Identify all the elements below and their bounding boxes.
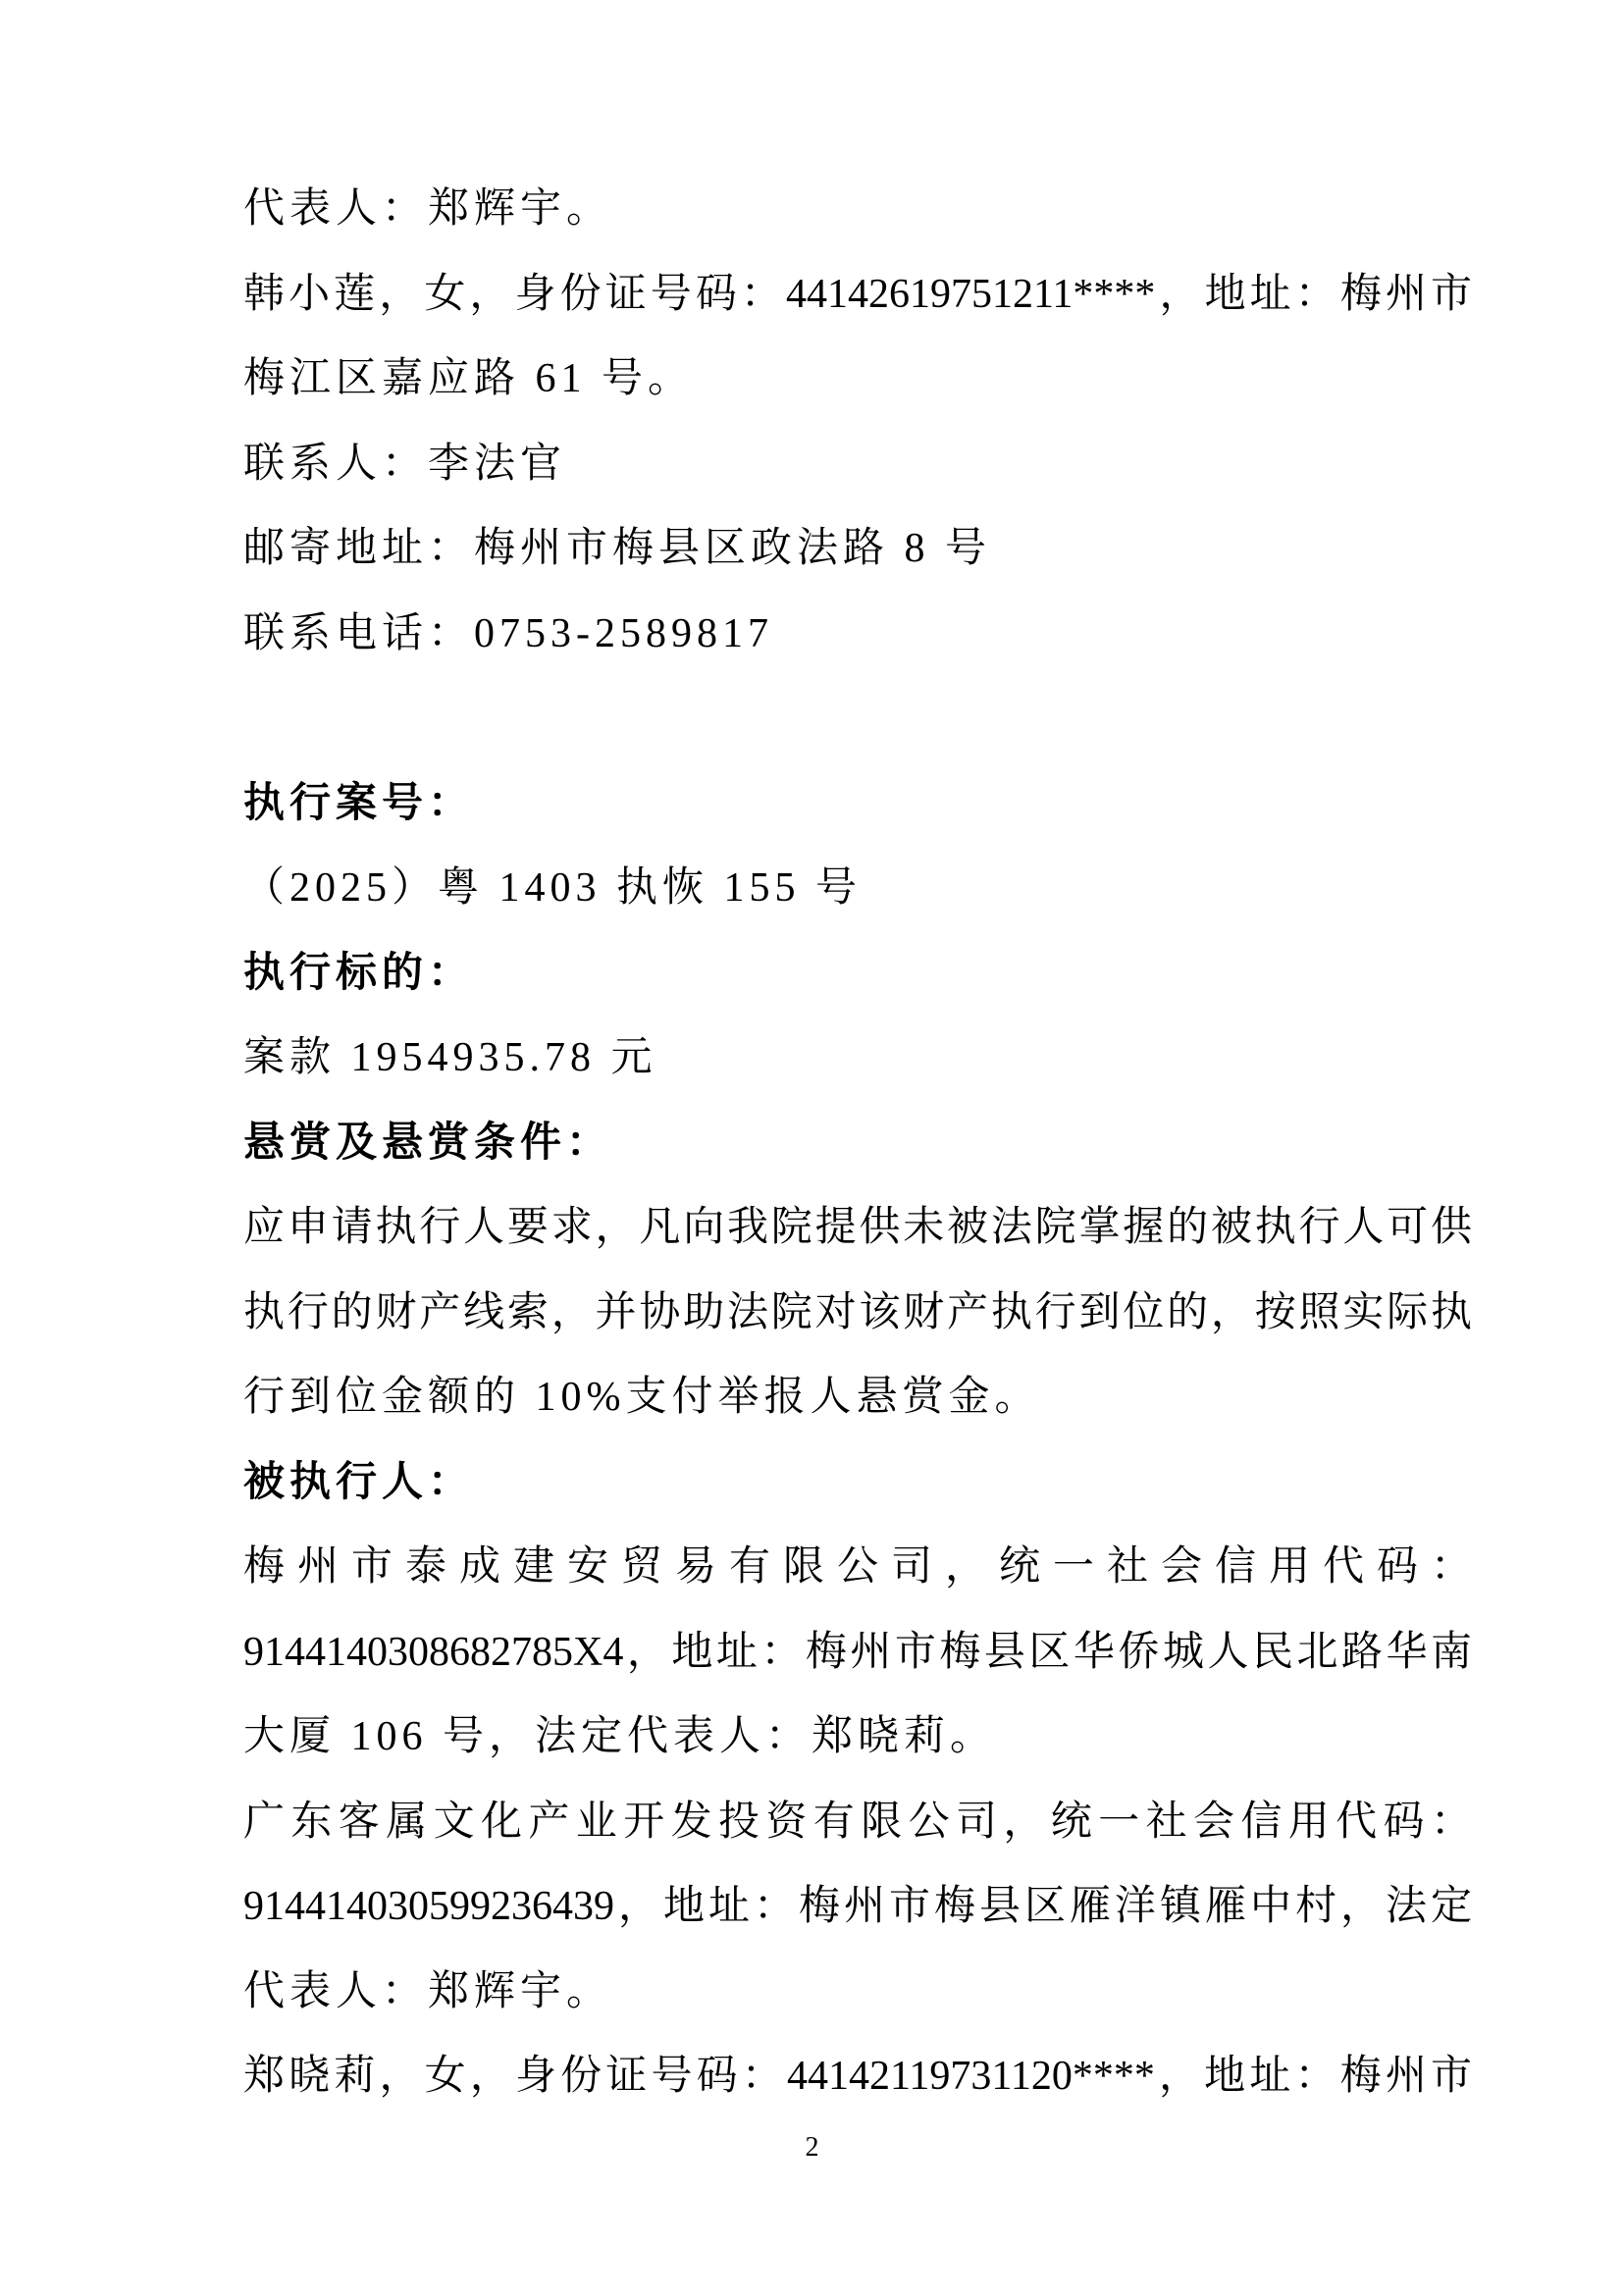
document-line: 914414030599236439，地址：梅州市梅县区雁洋镇雁中村，法定 [243, 1884, 1472, 1929]
document-line: 邮寄地址：梅州市梅县区政法路 8 号 [243, 526, 992, 571]
document-line: （2025）粤 1403 执恢 155 号 [243, 865, 863, 911]
document-line: 行到位金额的 10%支付举报人悬赏金。 [243, 1375, 1041, 1420]
document-line: 执行案号： [243, 780, 475, 826]
document-line: 梅江区嘉应路 61 号。 [243, 356, 695, 401]
document-line: 梅州市泰成建安贸易有限公司，统一社会信用代码： [243, 1544, 1472, 1590]
document-line: 执行的财产线索，并协助法院对该财产执行到位的，按照实际执 [243, 1289, 1472, 1335]
document-line: 案款 1954935.78 元 [243, 1035, 657, 1080]
document-line: 被执行人： [243, 1459, 475, 1505]
document-line: 韩小莲，女，身份证号码：44142619751211****，地址：梅州市 [243, 271, 1472, 317]
document-line: 联系电话：0753-2589817 [243, 610, 773, 656]
document-line [243, 676, 1472, 761]
document-line: 代表人：郑辉宇。 [243, 1968, 613, 2014]
document-line: 大厦 106 号，法定代表人：郑晓莉。 [243, 1714, 997, 1759]
document-line: 郑晓莉，女，身份证号码：44142119731120****，地址：梅州市 [243, 2054, 1472, 2099]
document-line: 联系人：李法官 [243, 441, 567, 487]
document-line: 应申请执行人要求，凡向我院提供未被法院掌握的被执行人可供 [243, 1205, 1472, 1250]
document-line: 9144140308682785X4，地址：梅州市梅县区华侨城人民北路华南 [243, 1629, 1472, 1675]
document-line: 悬赏及悬赏条件： [243, 1120, 613, 1166]
page-number: 2 [805, 2132, 819, 2163]
document-line: 代表人：郑辉宇。 [243, 186, 613, 232]
document-line: 执行标的： [243, 950, 475, 996]
document-body [243, 167, 1472, 2119]
document-line: 广东客属文化产业开发投资有限公司，统一社会信用代码： [243, 1799, 1472, 1845]
